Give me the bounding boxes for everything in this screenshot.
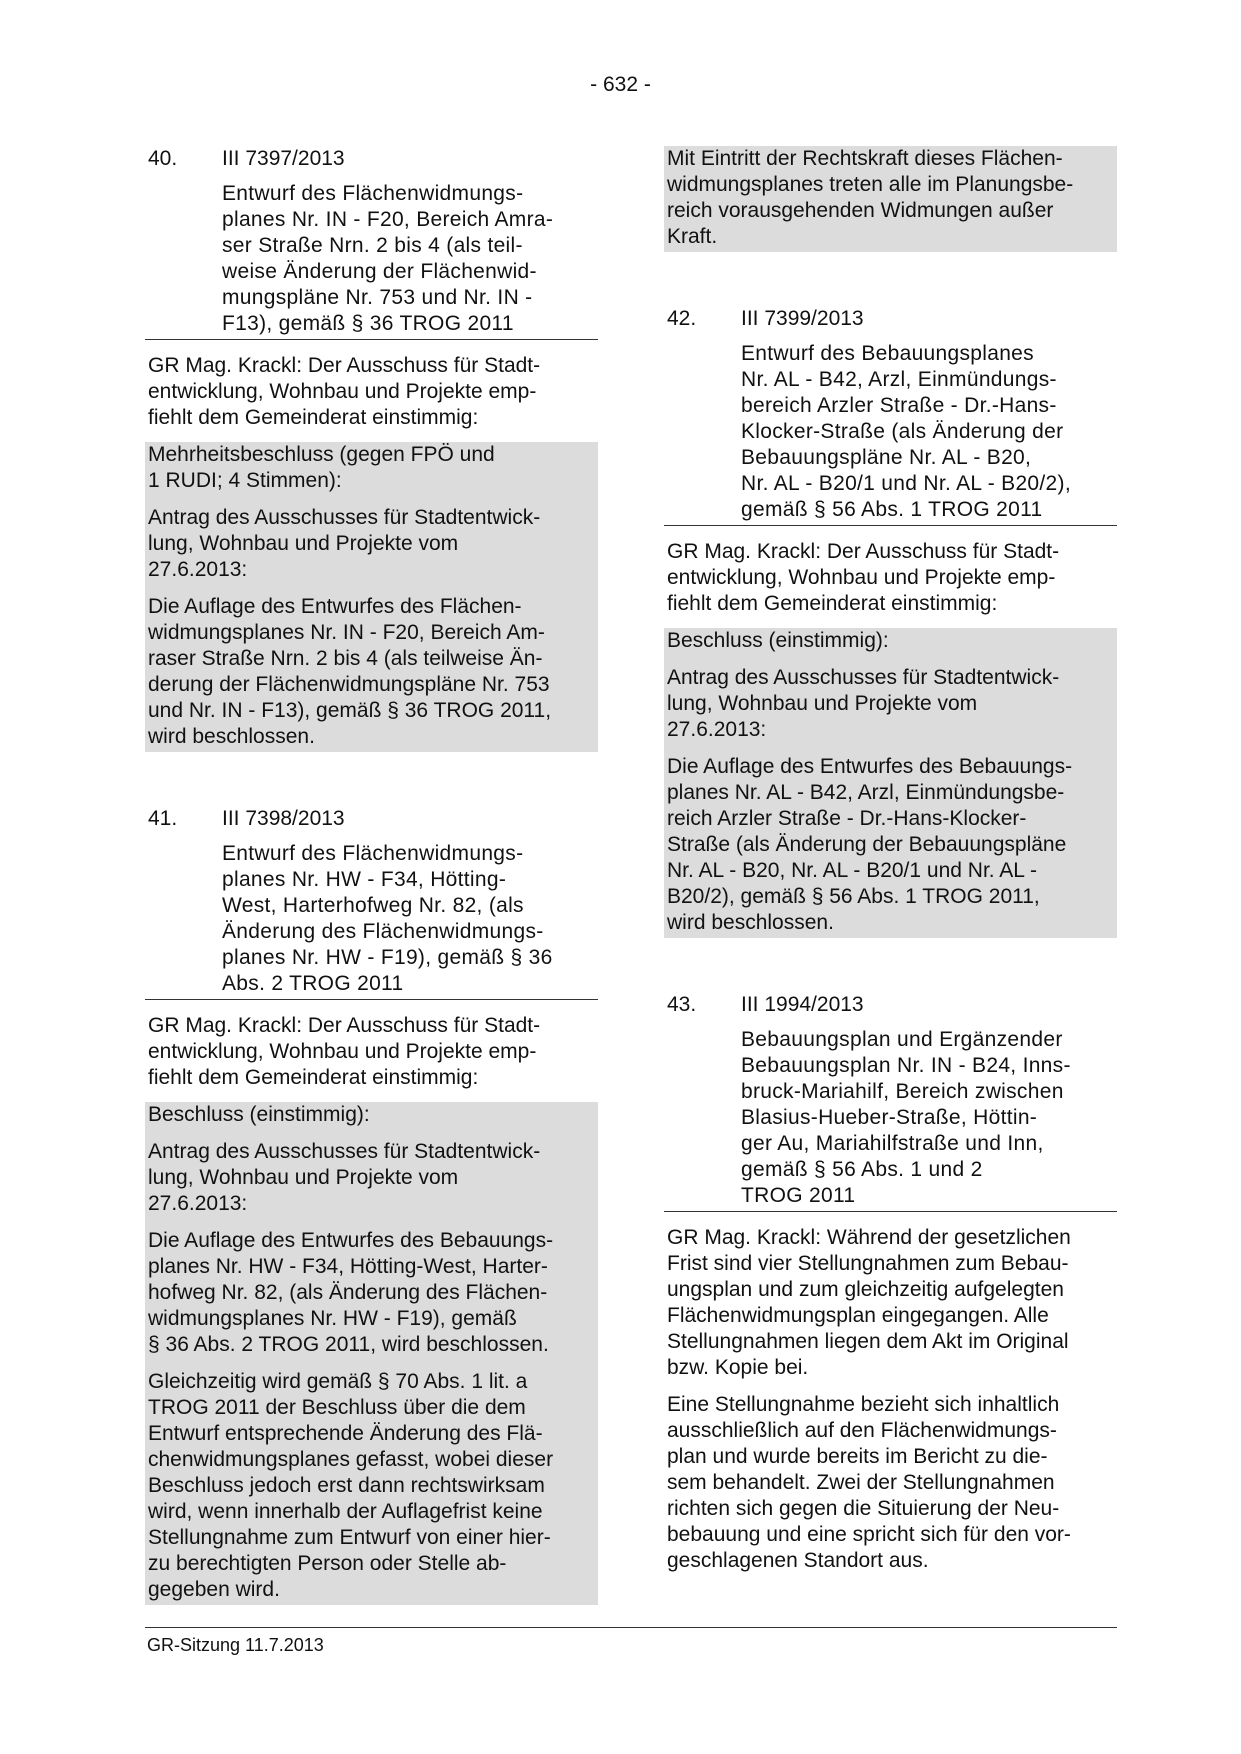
text-line: raser Straße Nrn. 2 bis 4 (als teilweise Än- (148, 647, 543, 670)
text-line: Nr. AL - B20, Nr. AL - B20/1 und Nr. AL - (667, 859, 1038, 882)
title-line: Bebauungspläne Nr. AL - B20, (741, 446, 1032, 469)
text-line: widmungsplanes Nr. HW - F19), gemäß (148, 1307, 517, 1330)
title-line: weise Änderung der Flächenwid- (222, 260, 537, 283)
text-line: GR Mag. Krackl: Der Ausschuss für Stadt- (148, 1014, 541, 1037)
item-42-intro (664, 539, 1117, 617)
item-42-heading (664, 306, 1117, 332)
item-40-heading (145, 146, 598, 172)
title-line: ser Straße Nrn. 2 bis 4 (als teil- (222, 234, 523, 257)
text-line: 1 RUDI; 4 Stimmen): (148, 469, 342, 492)
text-line: entwicklung, Wohnbau und Projekte emp- (148, 1040, 537, 1063)
decision (145, 594, 598, 750)
text-line: TROG 2011 der Beschluss über die dem (148, 1396, 526, 1419)
text-line: Stellungnahmen liegen dem Akt im Original (667, 1330, 1069, 1353)
item-number: 40. (148, 147, 178, 170)
text-line: plan und wurde bereits im Bericht zu die- (667, 1445, 1048, 1468)
text-line: Stellungnahme zum Entwurf von einer hier- (148, 1526, 551, 1549)
item-reference: III 7397/2013 (222, 147, 345, 170)
text-line: ausschließlich auf den Flächenwidmungs- (667, 1419, 1057, 1442)
text-line: fiehlt dem Gemeinderat einstimmig: (148, 406, 479, 429)
title-line: gemäß § 56 Abs. 1 TROG 2011 (741, 498, 1043, 521)
text-line: Gleichzeitig wird gemäß § 70 Abs. 1 lit. a (148, 1370, 528, 1393)
title-line: F13), gemäß § 36 TROG 2011 (222, 312, 514, 335)
title-line: Bebauungsplan Nr. IN - B24, Inns- (741, 1054, 1071, 1077)
text-line: derung der Flächenwidmungspläne Nr. 753 (148, 673, 550, 696)
title-line: ger Au, Mariahilfstraße und Inn, (741, 1132, 1044, 1155)
vote-result (664, 628, 1117, 654)
title-line: gemäß § 56 Abs. 1 und 2 (741, 1158, 983, 1181)
title-line: bereich Arzler Straße - Dr.-Hans- (741, 394, 1057, 417)
footer-text: GR-Sitzung 11.7.2013 (147, 1635, 324, 1655)
title-line: TROG 2011 (741, 1184, 856, 1207)
text-line: GR Mag. Krackl: Der Ausschuss für Stadt- (148, 354, 541, 377)
item-40-intro (145, 353, 598, 431)
text-line: ungsplan und zum gleichzeitig aufgelegten (667, 1278, 1064, 1301)
continuation-text (664, 146, 1117, 250)
item-40-resolution-box (145, 442, 598, 752)
text-line: und Nr. IN - F13), gemäß § 36 TROG 2011, (148, 699, 552, 722)
text-line: Kraft. (667, 225, 718, 248)
text-line: planes Nr. AL - B42, Arzl, Einmündungsbe- (667, 781, 1065, 804)
text-line: Die Auflage des Entwurfes des Bebauungs- (667, 755, 1073, 778)
text-line: lung, Wohnbau und Projekte vom (667, 692, 978, 715)
item-number: 42. (667, 307, 697, 330)
text-line: Antrag des Ausschusses für Stadtentwick- (148, 506, 541, 529)
text-line: widmungsplanes treten alle im Planungsbe- (667, 173, 1074, 196)
text-line: Eine Stellungnahme bezieht sich inhaltlich (667, 1393, 1060, 1416)
text-line: planes Nr. HW - F34, Hötting-West, Harter- (148, 1255, 548, 1278)
footer-divider (145, 1627, 1117, 1628)
title-line: Änderung des Flächenwidmungs- (222, 920, 544, 943)
item-41-resolution-box (145, 1102, 598, 1605)
title-line: Entwurf des Bebauungsplanes (741, 342, 1034, 365)
text-line: Straße (als Änderung der Bebauungspläne (667, 833, 1067, 856)
text-line: Antrag des Ausschusses für Stadtentwick- (667, 666, 1060, 689)
text-line: hofweg Nr. 82, (als Änderung des Flächen- (148, 1281, 548, 1304)
item-number: 43. (667, 993, 697, 1016)
continuation-box (664, 146, 1117, 252)
decision (664, 754, 1117, 936)
text-line: richten sich gegen die Situierung der Neu- (667, 1497, 1060, 1520)
text-line: Frist sind vier Stellungnahmen zum Bebau- (667, 1252, 1069, 1275)
title-line: Nr. AL - B20/1 und Nr. AL - B20/2), (741, 472, 1071, 495)
item-40-title (145, 181, 598, 340)
title-line: Klocker-Straße (als Änderung der (741, 420, 1064, 443)
title-line: Entwurf des Flächenwidmungs- (222, 182, 524, 205)
text-line: reich vorausgehenden Widmungen außer (667, 199, 1054, 222)
text-line: Mehrheitsbeschluss (gegen FPÖ und (148, 443, 495, 466)
motion (145, 505, 598, 583)
item-reference: III 7398/2013 (222, 807, 345, 830)
text-line: sem behandelt. Zwei der Stellungnahmen (667, 1471, 1055, 1494)
item-number: 41. (148, 807, 178, 830)
text-line: lung, Wohnbau und Projekte vom (148, 532, 459, 555)
text-line: § 36 Abs. 2 TROG 2011, wird beschlossen. (148, 1333, 549, 1356)
text-line: wird beschlossen. (148, 725, 315, 748)
title-line: planes Nr. IN - F20, Bereich Amra- (222, 208, 554, 231)
decision (145, 1228, 598, 1358)
text-line: gegeben wird. (148, 1578, 280, 1601)
item-43-paragraph-2 (664, 1392, 1117, 1574)
title-line: West, Harterhofweg Nr. 82, (als (222, 894, 524, 917)
title-line: Blasius-Hueber-Straße, Höttin- (741, 1106, 1038, 1129)
text-line: Antrag des Ausschusses für Stadtentwick- (148, 1140, 541, 1163)
title-line: Nr. AL - B42, Arzl, Einmündungs- (741, 368, 1057, 391)
additional-decision (145, 1369, 598, 1603)
item-41-heading (145, 806, 598, 832)
text-line: Beschluss jedoch erst dann rechtswirksam (148, 1474, 545, 1497)
text-line: lung, Wohnbau und Projekte vom (148, 1166, 459, 1189)
right-column (664, 146, 1117, 1574)
title-line: planes Nr. HW - F34, Hötting- (222, 868, 507, 891)
title-line: planes Nr. HW - F19), gemäß § 36 (222, 946, 553, 969)
text-line: B20/2), gemäß § 56 Abs. 1 TROG 2011, (667, 885, 1040, 908)
title-line: bruck-Mariahilf, Bereich zwischen (741, 1080, 1064, 1103)
item-43-heading (664, 992, 1117, 1018)
vote-result (145, 442, 598, 494)
text-line: GR Mag. Krackl: Der Ausschuss für Stadt- (667, 540, 1060, 563)
item-41-intro (145, 1013, 598, 1091)
text-line: zu berechtigten Person oder Stelle ab- (148, 1552, 507, 1575)
text-line: Flächenwidmungsplan eingegangen. Alle (667, 1304, 1049, 1327)
text-line: Die Auflage des Entwurfes des Bebauungs- (148, 1229, 554, 1252)
text-line: bebauung und eine spricht sich für den vor- (667, 1523, 1071, 1546)
title-line: Abs. 2 TROG 2011 (222, 972, 404, 995)
text-line: GR Mag. Krackl: Während der gesetzlichen (667, 1226, 1071, 1249)
text-line: wird, wenn innerhalb der Auflagefrist keine (148, 1500, 543, 1523)
motion (664, 665, 1117, 743)
text-line: chenwidmungsplanes gefasst, wobei dieser (148, 1448, 554, 1471)
page-number: - 632 - (590, 73, 651, 96)
text-line: geschlagenen Standort aus. (667, 1549, 929, 1572)
item-41-title (145, 841, 598, 1000)
vote-result (145, 1102, 598, 1128)
text-line: widmungsplanes Nr. IN - F20, Bereich Am- (148, 621, 545, 644)
item-43-title (664, 1027, 1117, 1212)
text-line: Beschluss (einstimmig): (148, 1103, 370, 1126)
text-line: Entwurf entsprechende Änderung des Flä- (148, 1422, 543, 1445)
text-line: Mit Eintritt der Rechtskraft dieses Flächen- (667, 147, 1063, 170)
left-column (145, 146, 598, 1605)
item-reference: III 7399/2013 (741, 307, 864, 330)
text-line: entwicklung, Wohnbau und Projekte emp- (148, 380, 537, 403)
title-line: mungspläne Nr. 753 und Nr. IN - (222, 286, 533, 309)
item-42-resolution-box (664, 628, 1117, 938)
text-line: fiehlt dem Gemeinderat einstimmig: (148, 1066, 479, 1089)
item-reference: III 1994/2013 (741, 993, 864, 1016)
text-line: fiehlt dem Gemeinderat einstimmig: (667, 592, 998, 615)
text-line: bzw. Kopie bei. (667, 1356, 809, 1379)
title-line: Entwurf des Flächenwidmungs- (222, 842, 524, 865)
motion (145, 1139, 598, 1217)
item-42-title (664, 341, 1117, 526)
text-line: Die Auflage des Entwurfes des Flächen- (148, 595, 522, 618)
text-line: 27.6.2013: (148, 1192, 248, 1215)
item-43-paragraph-1 (664, 1225, 1117, 1381)
text-line: 27.6.2013: (667, 718, 767, 741)
text-line: wird beschlossen. (667, 911, 834, 934)
title-line: Bebauungsplan und Ergänzender (741, 1028, 1063, 1051)
text-line: 27.6.2013: (148, 558, 248, 581)
text-line: Beschluss (einstimmig): (667, 629, 889, 652)
text-line: entwicklung, Wohnbau und Projekte emp- (667, 566, 1056, 589)
text-line: reich Arzler Straße - Dr.-Hans-Klocker- (667, 807, 1027, 830)
